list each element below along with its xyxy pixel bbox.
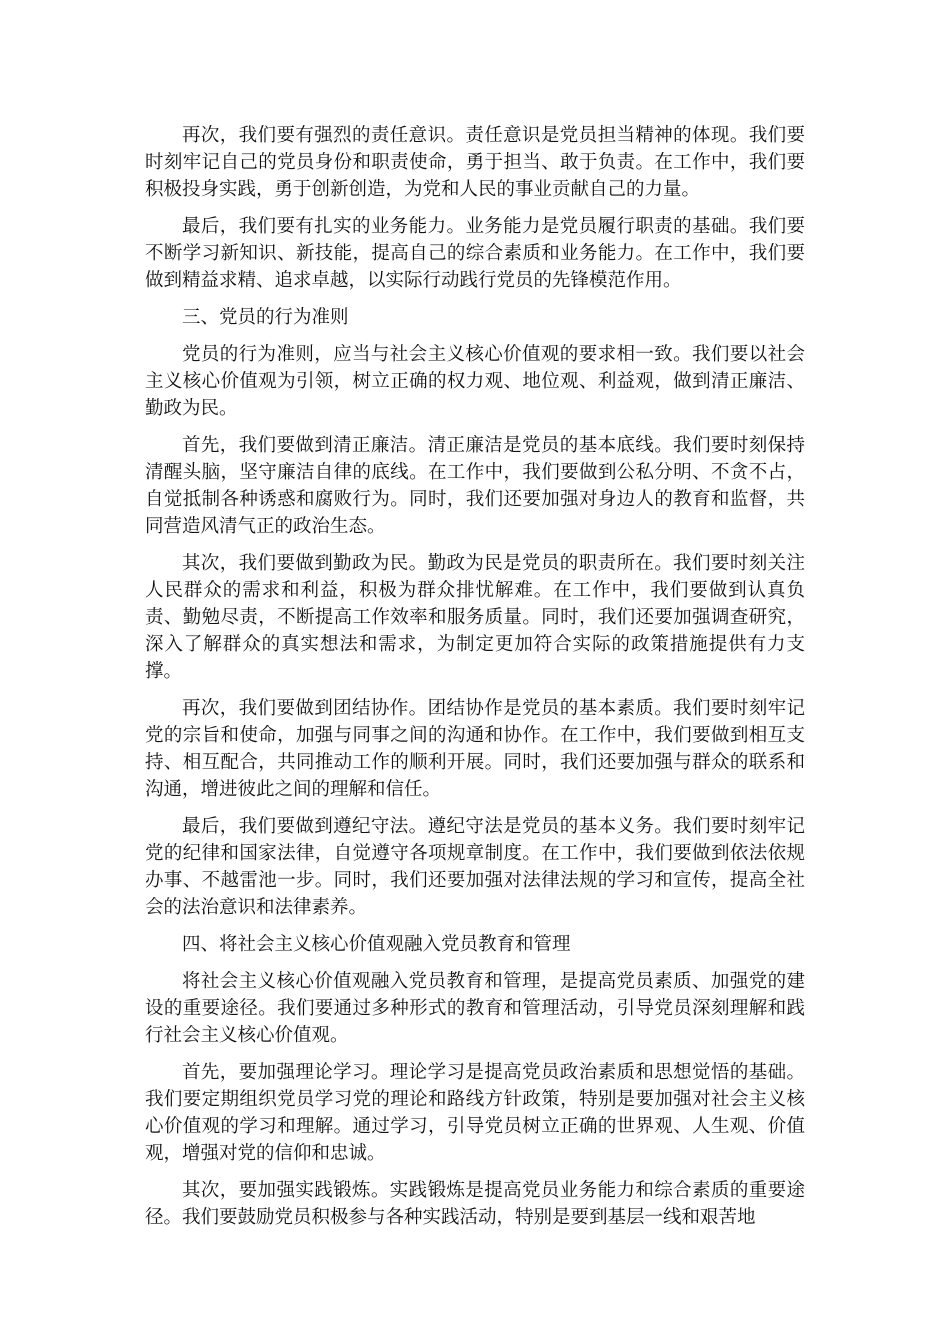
paragraph: 最后，我们要做到遵纪守法。遵纪守法是党员的基本义务。我们要时刻牢记党的纪律和国家法律，自觉遵守各项规章制度。在工作中，我们要做到依法依规办事、不越雷池一步。同时，我们还要加强对法律法规的学习和宣传，提高全社会的法治意识和法律素养。 <box>145 816 805 918</box>
document-page <box>145 122 805 1241</box>
paragraph: 其次，要加强实践锻炼。实践锻炼是提高党员业务能力和综合素质的重要途径。我们要鼓励党员积极参与各种实践活动，特别是要到基层一线和艰苦地 <box>145 1180 805 1228</box>
section-heading: 三、党员的行为准则 <box>182 307 349 328</box>
paragraph: 其次，我们要做到勤政为民。勤政为民是党员的职责所在。我们要时刻关注人民群众的需求和利益，积极为群众排忧解难。在工作中，我们要做到认真负责、勤勉尽责，不断提高工作效率和服务质量。同时，我们还要加强调查研究，深入了解群众的真实想法和需求，为制定更加符合实际的政策措施提供有力支撑。 <box>145 553 805 682</box>
paragraph: 最后，我们要有扎实的业务能力。业务能力是党员履行职责的基础。我们要不断学习新知识、新技能，提高自己的综合素质和业务能力。在工作中，我们要做到精益求精、追求卓越，以实际行动践行党员的先锋模范作用。 <box>145 216 805 291</box>
paragraph: 再次，我们要有强烈的责任意识。责任意识是党员担当精神的体现。我们要时刻牢记自己的党员身份和职责使命，勇于担当、敢于负责。在工作中，我们要积极投身实践，勇于创新创造，为党和人民的事业贡献自己的力量。 <box>145 125 805 200</box>
paragraph: 将社会主义核心价值观融入党员教育和管理，是提高党员素质、加强党的建设的重要途径。我们要通过多种形式的教育和管理活动，引导党员深刻理解和践行社会主义核心价值观。 <box>145 971 805 1046</box>
paragraph: 党员的行为准则，应当与社会主义核心价值观的要求相一致。我们要以社会主义核心价值观为引领，树立正确的权力观、地位观、利益观，做到清正廉洁、勤政为民。 <box>145 344 805 419</box>
paragraph: 再次，我们要做到团结协作。团结协作是党员的基本素质。我们要时刻牢记党的宗旨和使命，加强与同事之间的沟通和协作。在工作中，我们要做到相互支持、相互配合，共同推动工作的顺利开展。同时，我们还要加强与群众的联系和沟通，增进彼此之间的理解和信任。 <box>145 698 805 800</box>
paragraph: 首先，我们要做到清正廉洁。清正廉洁是党员的基本底线。我们要时刻保持清醒头脑，坚守廉洁自律的底线。在工作中，我们要做到公私分明、不贪不占，自觉抵制各种诱惑和腐败行为。同时，我们还要加强对身边人的教育和监督，共同营造风清气正的政治生态。 <box>145 435 805 537</box>
section-heading: 四、将社会主义核心价值观融入党员教育和管理 <box>182 934 571 955</box>
paragraph: 首先，要加强理论学习。理论学习是提高党员政治素质和思想觉悟的基础。我们要定期组织党员学习党的理论和路线方针政策，特别是要加强对社会主义核心价值观的学习和理解。通过学习，引导党员树立正确的世界观、人生观、价值观，增强对党的信仰和忠诚。 <box>145 1062 805 1164</box>
